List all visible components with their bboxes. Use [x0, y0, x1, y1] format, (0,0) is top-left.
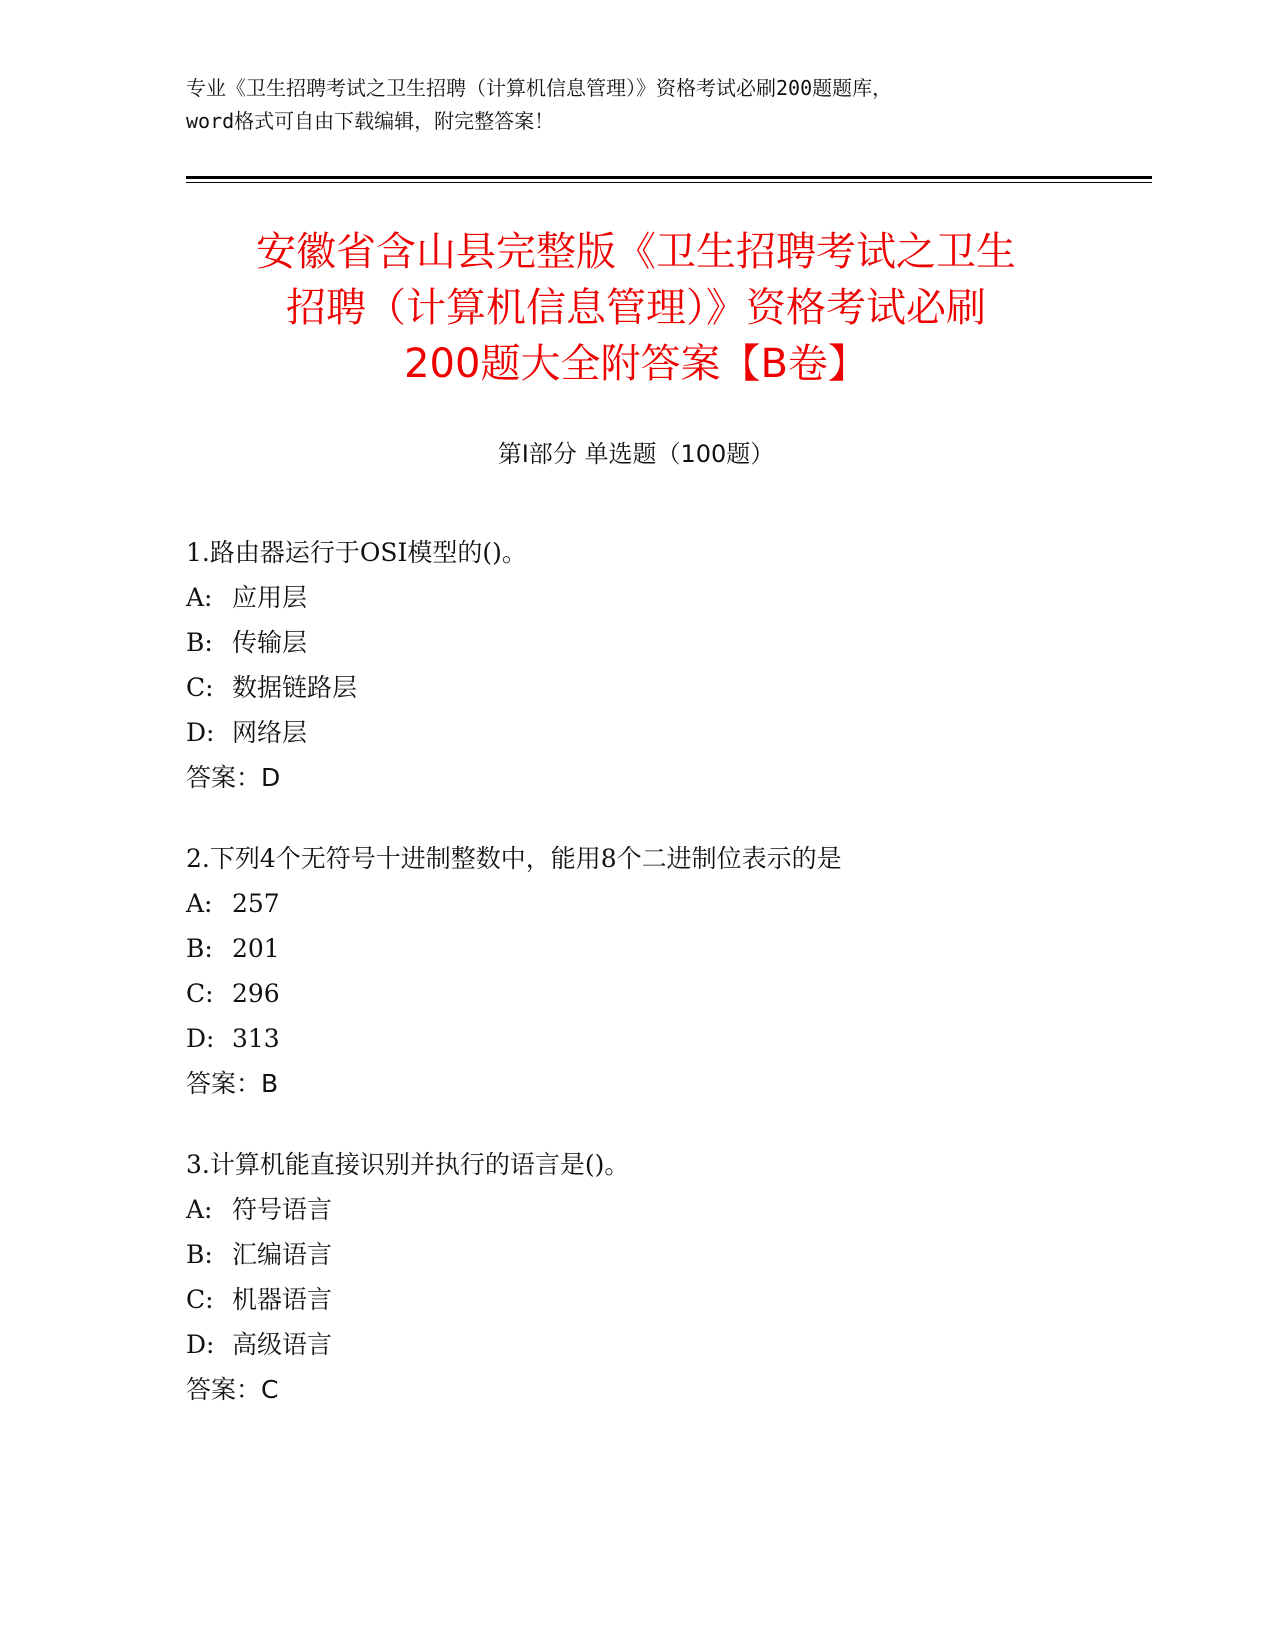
answer-line [186, 755, 1152, 800]
option-text: 符号语言 [232, 1195, 333, 1224]
question-list [186, 530, 1152, 1448]
document-title [186, 224, 1086, 392]
option-d [186, 1322, 1152, 1367]
answer-line [186, 1061, 1152, 1106]
option-text: 网络层 [232, 718, 308, 747]
option-letter: B: [186, 1240, 213, 1269]
option-d [186, 710, 1152, 755]
question-item [186, 530, 1152, 800]
intro-text [186, 72, 1086, 138]
option-letter: C: [186, 979, 214, 1008]
option-text: 296 [232, 979, 280, 1008]
option-a [186, 881, 1152, 926]
header-divider-thin [186, 182, 1152, 183]
option-c [186, 971, 1152, 1016]
intro-line-1: 专业《卫生招聘考试之卫生招聘（计算机信息管理）》资格考试必刷200题题库， [186, 76, 893, 100]
option-text: 应用层 [232, 583, 308, 612]
option-text: 高级语言 [232, 1330, 333, 1359]
answer-value: D [261, 763, 281, 792]
question-item [186, 1142, 1152, 1412]
option-letter: C: [186, 1285, 214, 1314]
title-line-2: 招聘（计算机信息管理）》资格考试必刷 [286, 285, 986, 331]
option-text: 汇编语言 [232, 1240, 333, 1269]
option-text: 传输层 [232, 628, 308, 657]
option-a [186, 1187, 1152, 1232]
option-letter: D: [186, 718, 215, 747]
option-letter: A: [186, 583, 213, 612]
question-item [186, 836, 1152, 1106]
option-b [186, 926, 1152, 971]
option-letter: D: [186, 1330, 215, 1359]
option-letter: D: [186, 1024, 215, 1053]
answer-value: B [261, 1069, 279, 1098]
question-text: 3.计算机能直接识别并执行的语言是()。 [186, 1150, 630, 1179]
answer-label: 答案： [186, 763, 262, 792]
title-line-3: 200题大全附答案【B卷】 [404, 341, 868, 387]
intro-line-2: word格式可自由下载编辑，附完整答案！ [186, 109, 555, 133]
option-d [186, 1016, 1152, 1061]
option-letter: B: [186, 934, 213, 963]
header-divider-thick [186, 176, 1152, 179]
option-text: 机器语言 [232, 1285, 333, 1314]
option-text: 201 [232, 934, 280, 963]
answer-label: 答案： [186, 1069, 262, 1098]
answer-line [186, 1367, 1152, 1412]
option-text: 数据链路层 [232, 673, 358, 702]
option-b [186, 620, 1152, 665]
option-letter: A: [186, 889, 213, 918]
section-heading: 第Ⅰ部分 单选题（100题） [497, 440, 775, 468]
option-letter: C: [186, 673, 214, 702]
answer-value: C [261, 1375, 279, 1404]
title-line-1: 安徽省含山县完整版《卫生招聘考试之卫生 [256, 229, 1016, 275]
option-text: 313 [232, 1024, 280, 1053]
option-letter: A: [186, 1195, 213, 1224]
option-b [186, 1232, 1152, 1277]
option-a [186, 575, 1152, 620]
option-text: 257 [232, 889, 280, 918]
answer-label: 答案： [186, 1375, 262, 1404]
question-text: 1.路由器运行于OSI模型的()。 [186, 538, 527, 567]
option-c [186, 1277, 1152, 1322]
question-text: 2.下列4个无符号十进制整数中，能用8个二进制位表示的是 [186, 844, 842, 873]
option-letter: B: [186, 628, 213, 657]
option-c [186, 665, 1152, 710]
